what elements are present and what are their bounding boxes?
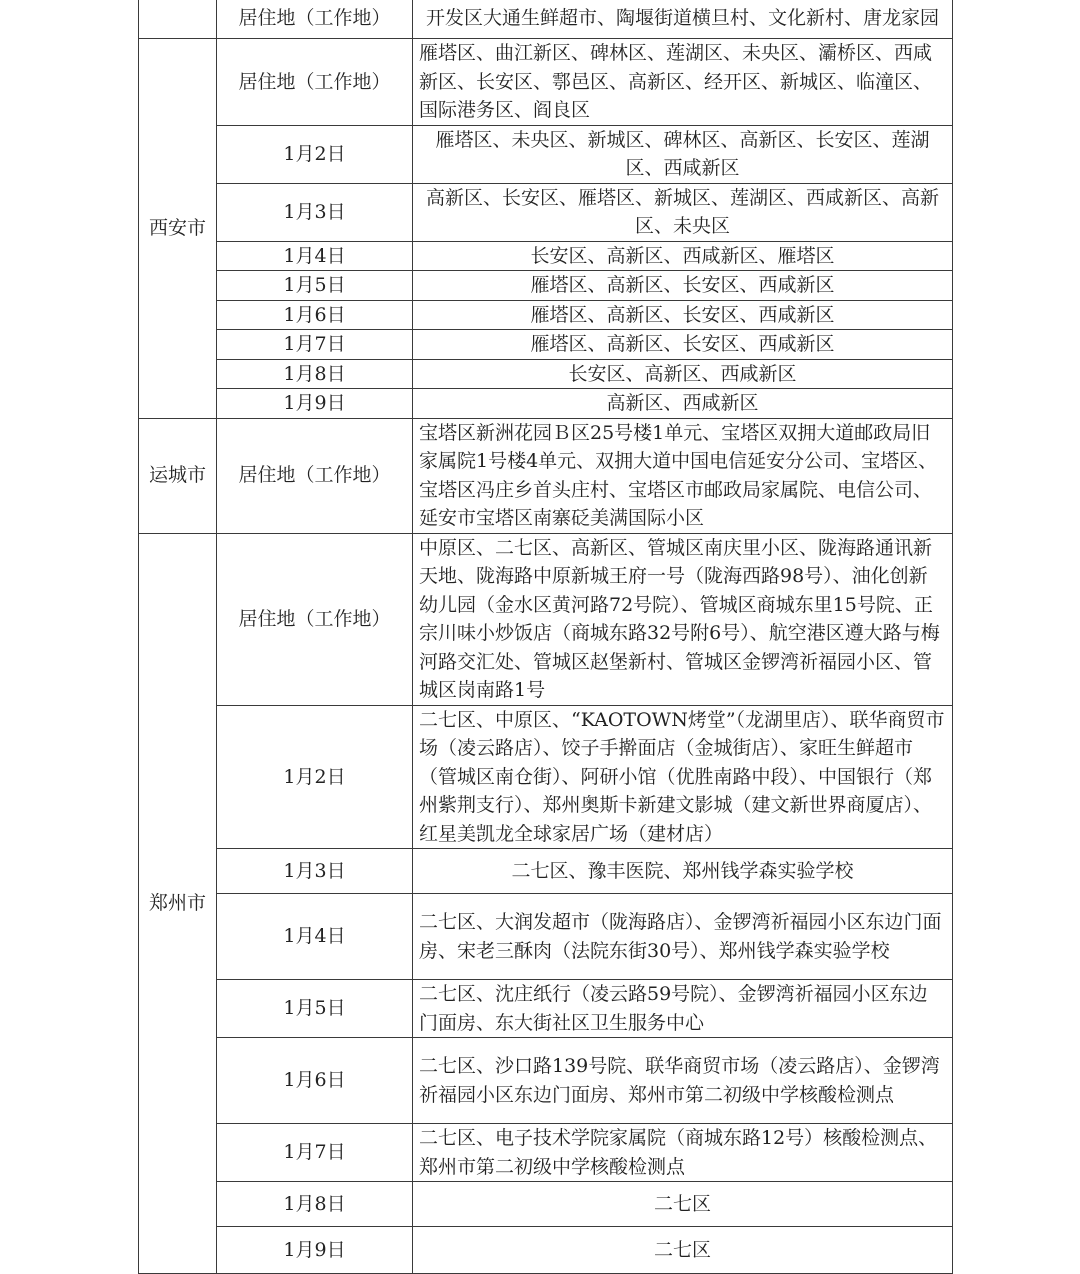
- places-cell: 二七区、中原区、“KAOTOWN烤堂”（龙湖里店）、联华商贸市场（凌云路店）、饺子手擀面店（金城街店）、家旺生鲜超市（管城区南仓街）、阿研小馆（优胜南路中段）、中国银行（郑州紫荆支行）、郑州奥斯卡新建文影城（建文新世界商厦店）、红星美凯龙全球家居广场（建材店）: [413, 705, 953, 849]
- risk-areas-table: [138, 0, 953, 1274]
- date-cell: 1月4日: [217, 241, 413, 271]
- table-row: [139, 980, 953, 1038]
- table-row: [139, 1124, 953, 1182]
- places-cell: 二七区: [413, 1182, 953, 1227]
- places-cell: 雁塔区、高新区、长安区、西咸新区: [413, 330, 953, 360]
- places-cell: 开发区大通生鲜超市、陶堰街道横旦村、文化新村、唐龙家园: [413, 0, 953, 39]
- places-cell: 二七区、沙口路139号院、联华商贸市场（凌云路店）、金锣湾祈福园小区东边门面房、郑州市第二初级中学核酸检测点: [413, 1038, 953, 1124]
- date-cell: 1月8日: [217, 1182, 413, 1227]
- date-cell: 1月5日: [217, 980, 413, 1038]
- date-cell: 1月6日: [217, 300, 413, 330]
- date-cell: 1月7日: [217, 330, 413, 360]
- table-row: [139, 1227, 953, 1274]
- places-cell: 二七区、豫丰医院、郑州钱学森实验学校: [413, 849, 953, 894]
- date-cell: 1月2日: [217, 125, 413, 183]
- table-row: [139, 705, 953, 849]
- places-cell: 高新区、西咸新区: [413, 389, 953, 419]
- date-cell: 居住地（工作地）: [217, 418, 413, 533]
- date-cell: 1月3日: [217, 849, 413, 894]
- places-cell: 高新区、长安区、雁塔区、新城区、莲湖区、西咸新区、高新区、未央区: [413, 183, 953, 241]
- table-row: [139, 359, 953, 389]
- city-cell-xian: 西安市: [139, 39, 217, 419]
- places-cell: 雁塔区、未央区、新城区、碑林区、高新区、长安区、莲湖区、西咸新区: [413, 125, 953, 183]
- date-cell: 1月8日: [217, 359, 413, 389]
- city-cell-yuncheng: 运城市: [139, 418, 217, 533]
- date-cell: 1月7日: [217, 1124, 413, 1182]
- places-cell: 雁塔区、高新区、长安区、西咸新区: [413, 300, 953, 330]
- places-cell: 二七区、沈庄纸行（凌云路59号院）、金锣湾祈福园小区东边门面房、东大街社区卫生服务中心: [413, 980, 953, 1038]
- table-row: [139, 241, 953, 271]
- date-cell: 1月9日: [217, 1227, 413, 1274]
- date-cell: 1月6日: [217, 1038, 413, 1124]
- table-row: [139, 271, 953, 301]
- table-row: [139, 39, 953, 126]
- places-cell: 二七区、大润发超市（陇海路店）、金锣湾祈福园小区东边门面房、宋老三酥肉（法院东街30号）、郑州钱学森实验学校: [413, 894, 953, 980]
- table-row: [139, 125, 953, 183]
- date-cell: 居住地（工作地）: [217, 0, 413, 39]
- table-row: [139, 533, 953, 705]
- table-row: [139, 183, 953, 241]
- table-row: [139, 1182, 953, 1227]
- table-row: [139, 330, 953, 360]
- places-cell: 二七区: [413, 1227, 953, 1274]
- places-cell: 雁塔区、高新区、长安区、西咸新区: [413, 271, 953, 301]
- places-cell: 宝塔区新洲花园Ｂ区25号楼1单元、宝塔区双拥大道邮政局旧家属院1号楼4单元、双拥大道中国电信延安分公司、宝塔区、宝塔区冯庄乡首头庄村、宝塔区市邮政局家属院、电信公司、延安市宝塔区南寨砭美满国际小区: [413, 418, 953, 533]
- places-cell: 二七区、电子技术学院家属院（商城东路12号）核酸检测点、郑州市第二初级中学核酸检测点: [413, 1124, 953, 1182]
- table-row: [139, 418, 953, 533]
- places-cell: 长安区、高新区、西咸新区、雁塔区: [413, 241, 953, 271]
- table-row: [139, 849, 953, 894]
- table-row: [139, 389, 953, 419]
- places-cell: 中原区、二七区、高新区、管城区南庆里小区、陇海路通讯新天地、陇海路中原新城王府一号（陇海西路98号）、油化创新幼儿园（金水区黄河路72号院）、管城区商城东里15号院、正宗川味小炒饭店（商城东路32号附6号）、航空港区遵大路与梅河路交汇处、管城区赵堡新村、管城区金锣湾祈福园小区、管城区岗南路1号: [413, 533, 953, 705]
- places-cell: 长安区、高新区、西咸新区: [413, 359, 953, 389]
- date-cell: 居住地（工作地）: [217, 533, 413, 705]
- places-cell: 雁塔区、曲江新区、碑林区、莲湖区、未央区、灞桥区、西咸新区、长安区、鄠邑区、高新区、经开区、新城区、临潼区、国际港务区、阎良区: [413, 39, 953, 126]
- city-cell-zhengzhou: 郑州市: [139, 533, 217, 1274]
- city-cell-empty: [139, 0, 217, 39]
- table-row: [139, 894, 953, 980]
- date-cell: 1月9日: [217, 389, 413, 419]
- date-cell: 居住地（工作地）: [217, 39, 413, 126]
- date-cell: 1月4日: [217, 894, 413, 980]
- table-row: [139, 300, 953, 330]
- date-cell: 1月3日: [217, 183, 413, 241]
- table-row: [139, 0, 953, 39]
- table-row: [139, 1038, 953, 1124]
- date-cell: 1月5日: [217, 271, 413, 301]
- date-cell: 1月2日: [217, 705, 413, 849]
